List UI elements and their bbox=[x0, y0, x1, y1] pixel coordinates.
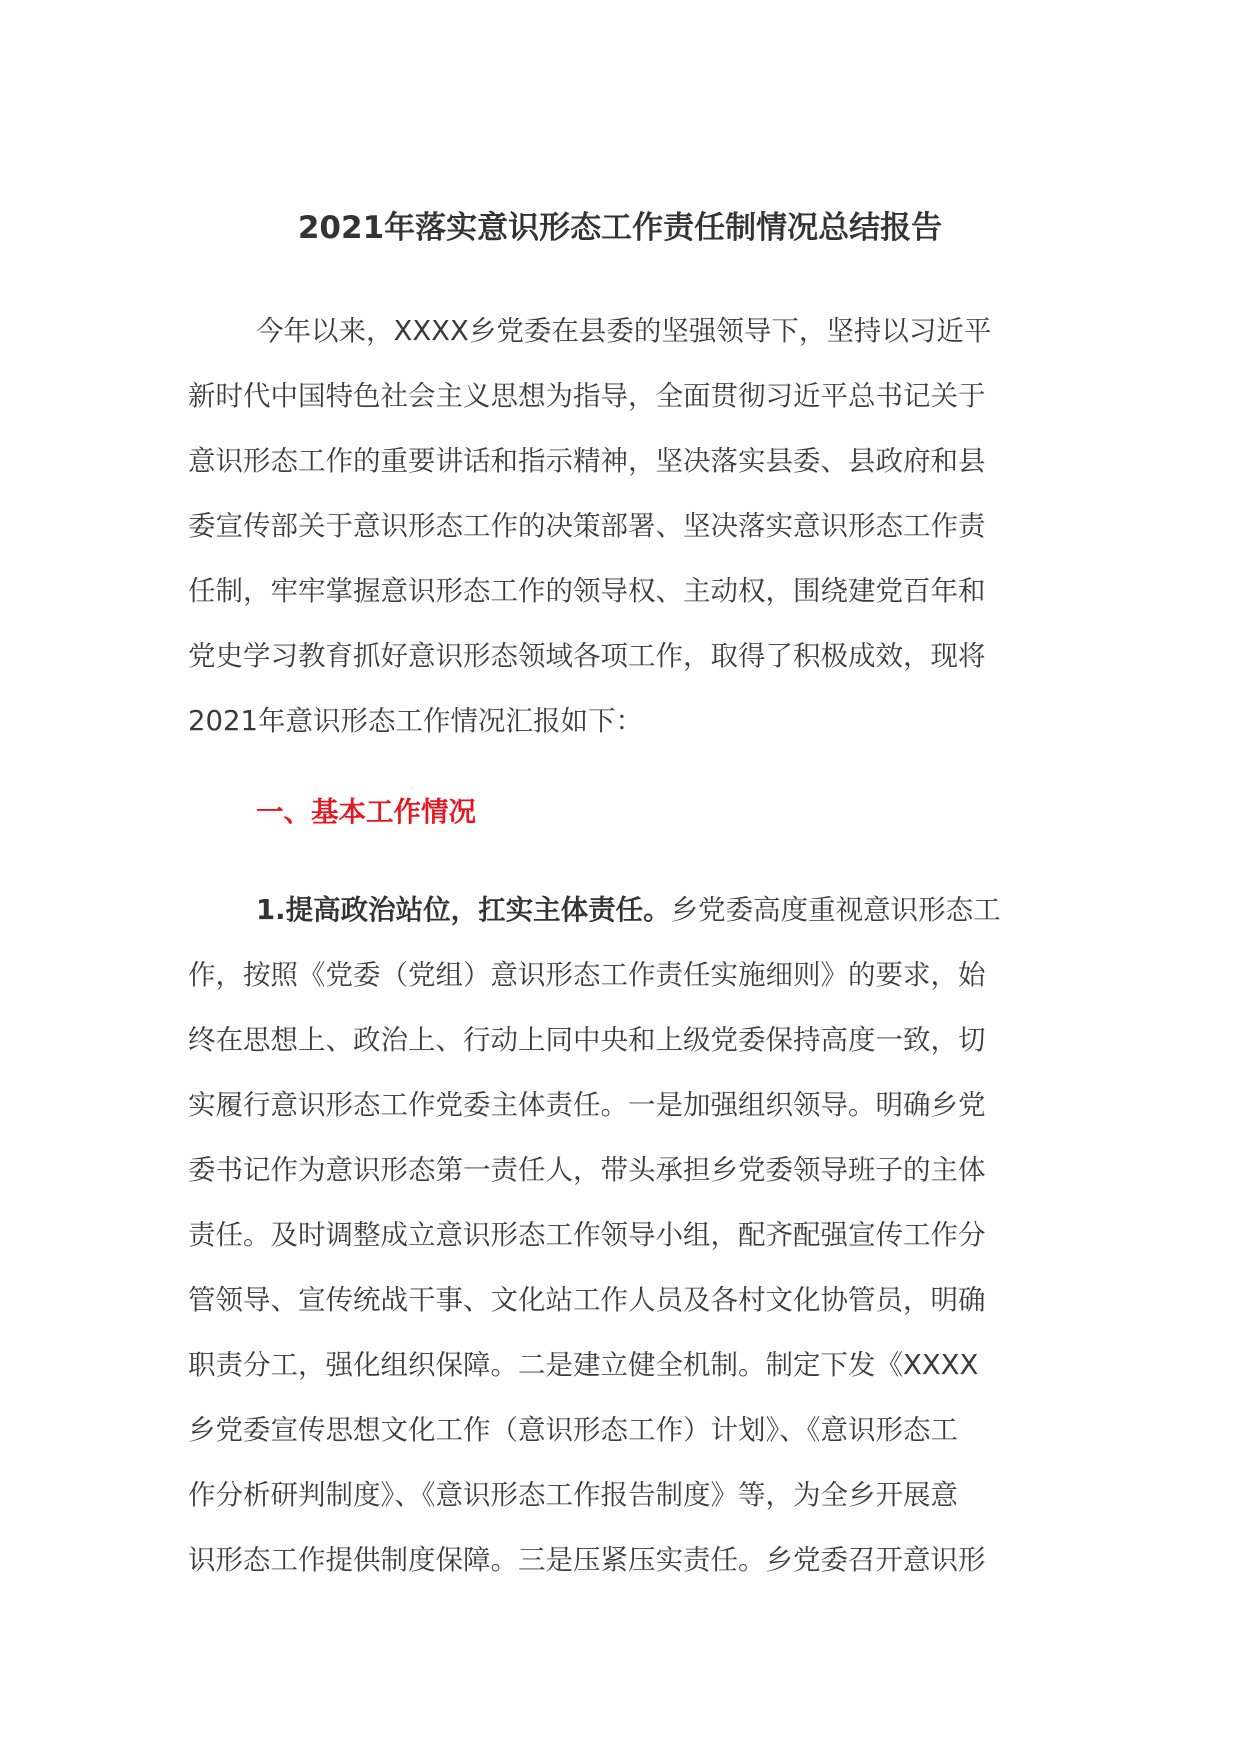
paragraph-line: 终在思想上、政治上、行动上同中央和上级党委保持高度一致，切 bbox=[188, 1024, 986, 1056]
paragraph-line: 作分析研判制度》、《意识形态工作报告制度》等，为全乡开展意 bbox=[188, 1479, 958, 1511]
paragraph-line: 新时代中国特色社会主义思想为指导，全面贯彻习近平总书记关于 bbox=[188, 380, 986, 412]
paragraph-line: 今年以来，XXXX乡党委在县委的坚强领导下，坚持以习近平 bbox=[256, 315, 992, 347]
section-heading-basic-work: 一、基本工作情况 bbox=[256, 796, 476, 828]
paragraph-line: 责任。及时调整成立意识形态工作领导小组，配齐配强宣传工作分 bbox=[188, 1219, 986, 1251]
paragraph-line bbox=[188, 878, 1056, 943]
intro-paragraph bbox=[188, 299, 1056, 754]
paragraph-line: 委宣传部关于意识形态工作的决策部署、坚决落实意识形态工作责 bbox=[188, 510, 986, 542]
paragraph-line: 职责分工，强化组织保障。二是建立健全机制。制定下发《XXXX bbox=[188, 1349, 979, 1381]
point1-paragraph bbox=[188, 878, 1056, 1593]
paragraph-line: 乡党委宣传思想文化工作（意识形态工作）计划》、《意识形态工 bbox=[188, 1414, 958, 1446]
paragraph-line: 作，按照《党委（党组）意识形态工作责任实施细则》的要求，始 bbox=[188, 959, 986, 991]
paragraph-line: 管领导、宣传统战干事、文化站工作人员及各村文化协管员，明确 bbox=[188, 1284, 986, 1316]
paragraph-line: 任制，牢牢掌握意识形态工作的领导权、主动权，围绕建党百年和 bbox=[188, 575, 986, 607]
paragraph-line: 2021年意识形态工作情况汇报如下： bbox=[188, 705, 643, 737]
paragraph-line: 识形态工作提供制度保障。三是压紧压实责任。乡党委召开意识形 bbox=[188, 1544, 986, 1576]
paragraph-line: 意识形态工作的重要讲话和指示精神，坚决落实县委、县政府和县 bbox=[188, 445, 986, 477]
document-title: 2021年落实意识形态工作责任制情况总结报告 bbox=[297, 210, 943, 246]
point1-lead: 1.提高政治站位，扛实主体责任。 bbox=[256, 894, 671, 926]
paragraph-line: 实履行意识形态工作党委主体责任。一是加强组织领导。明确乡党 bbox=[188, 1089, 986, 1121]
paragraph-line: 党史学习教育抓好意识形态领域各项工作，取得了积极成效，现将 bbox=[188, 640, 986, 672]
point1-first-line-rest: 乡党委高度重视意识形态工 bbox=[670, 894, 1001, 926]
paragraph-line: 委书记作为意识形态第一责任人，带头承担乡党委领导班子的主体 bbox=[188, 1154, 986, 1186]
